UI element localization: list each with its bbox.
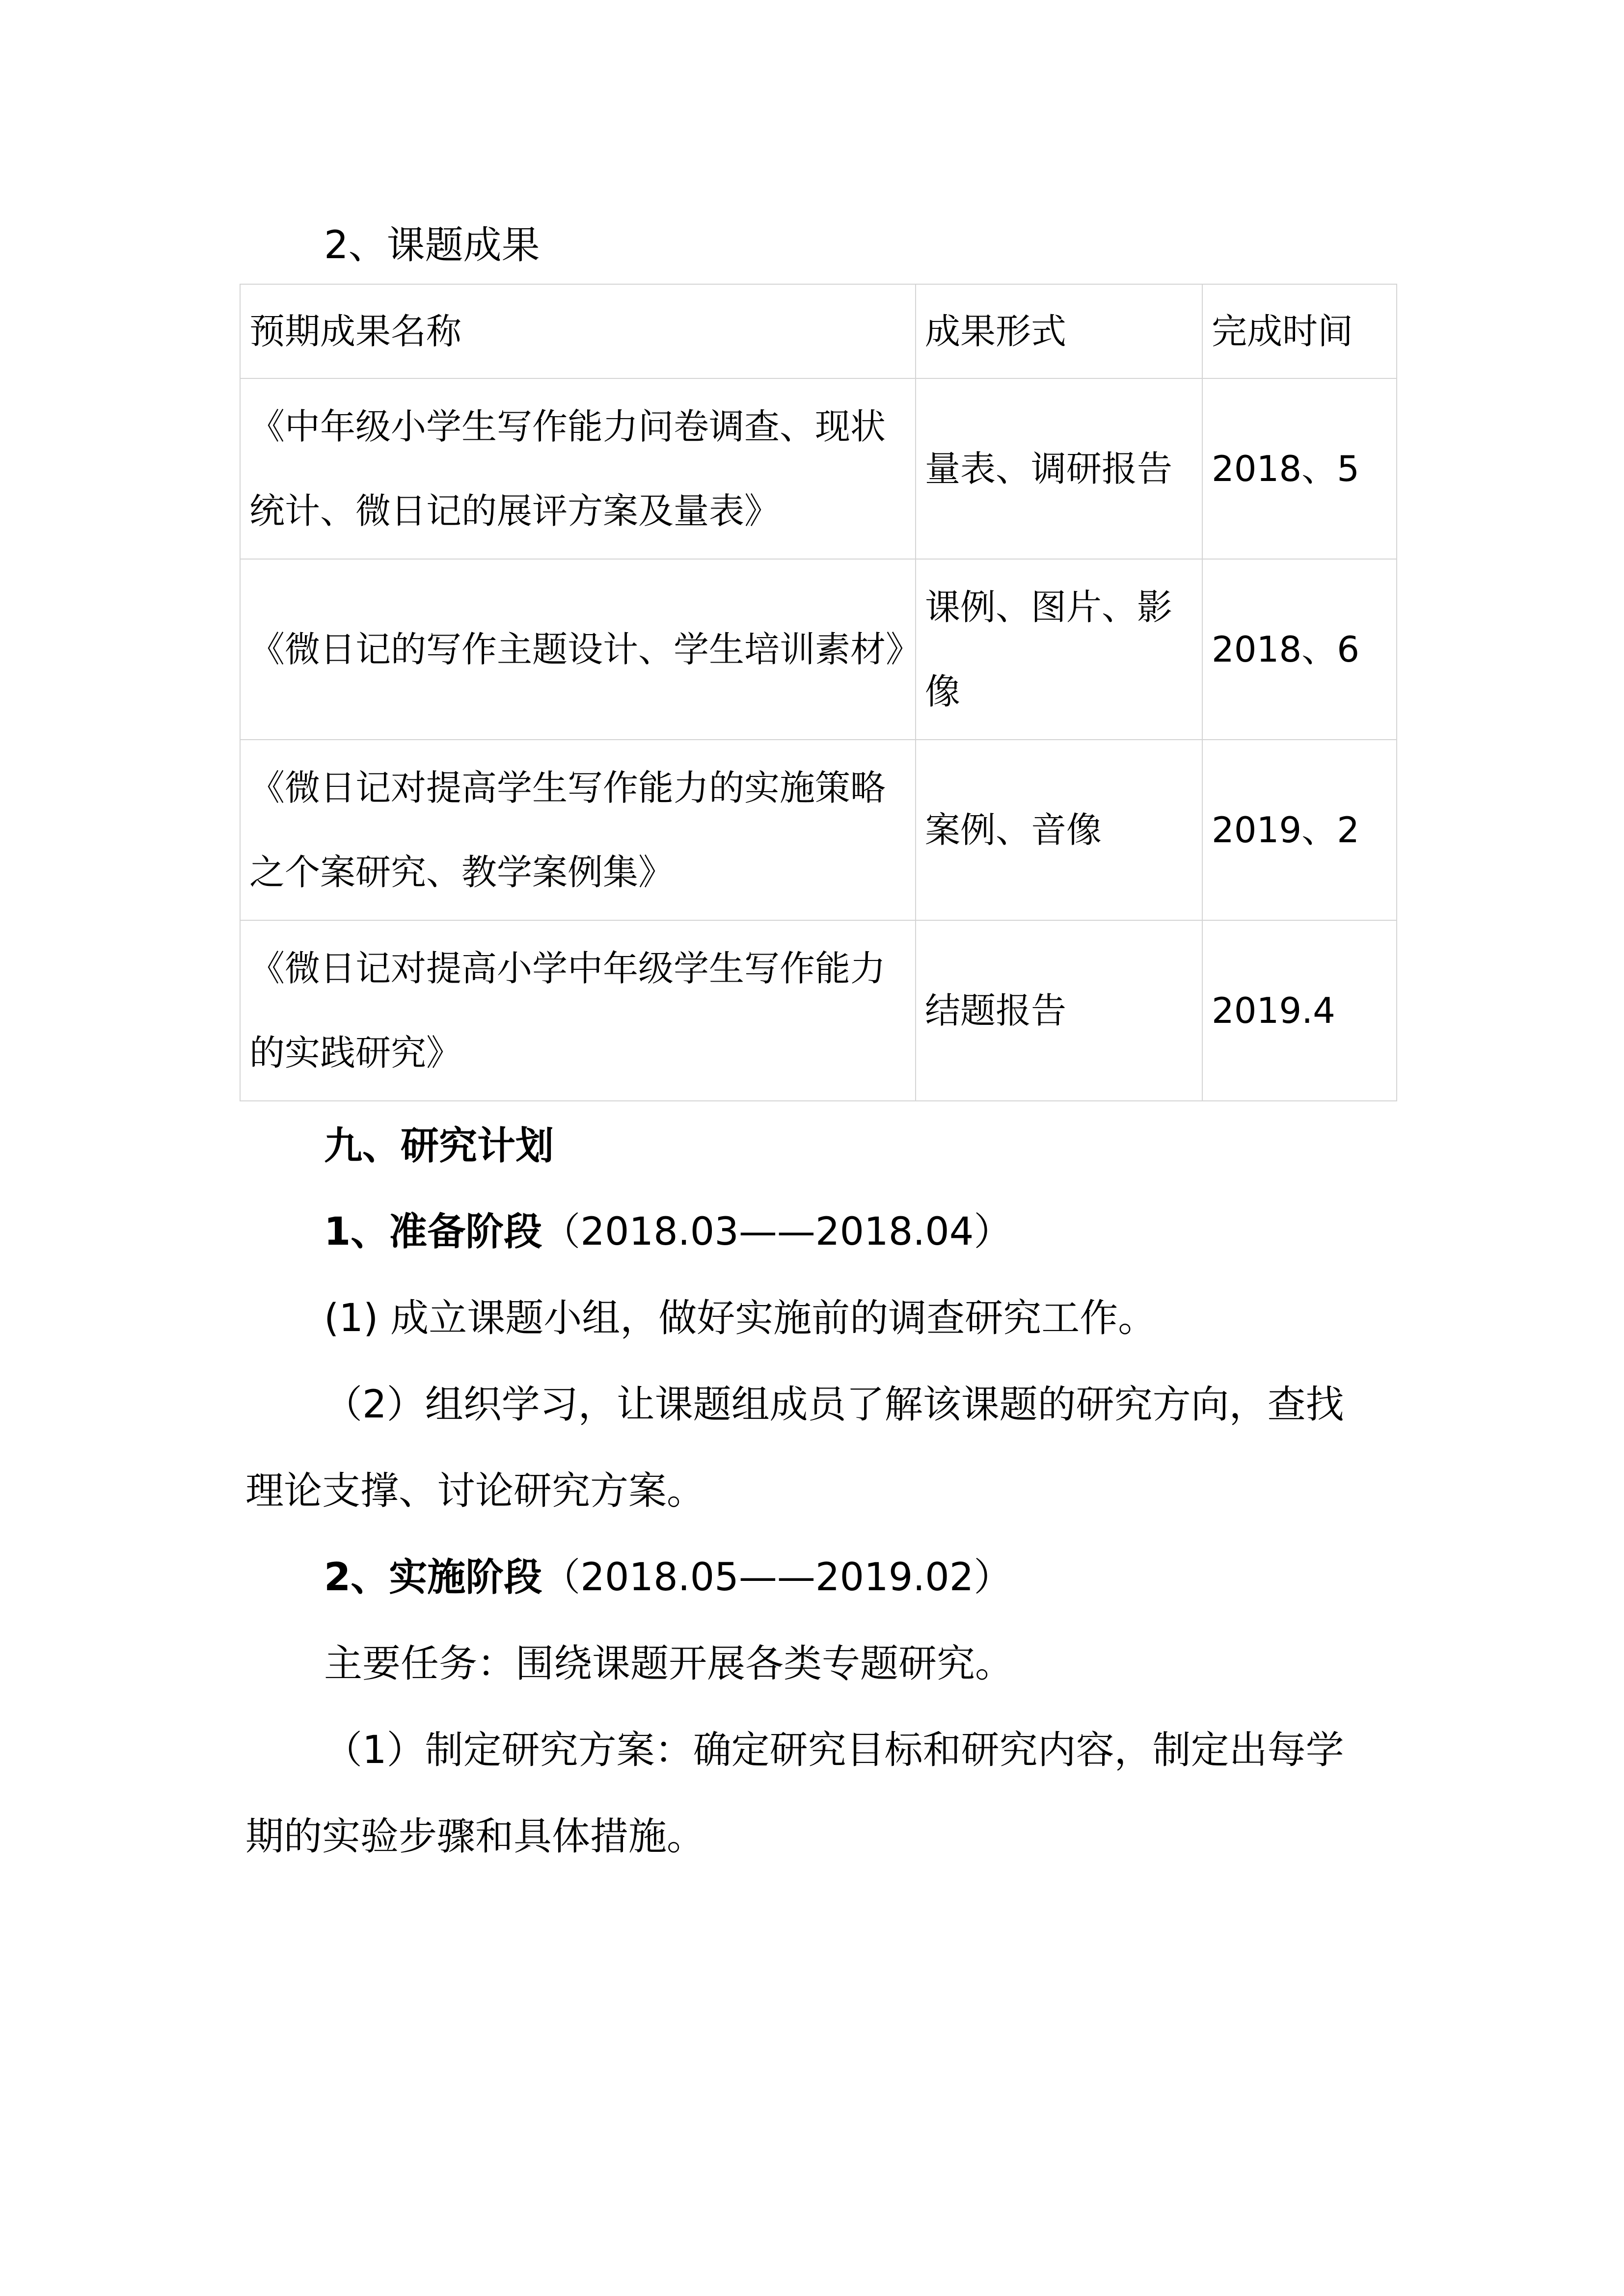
stage1-line bbox=[324, 1207, 1012, 1256]
stage1-period: （2018.03——2018.04） bbox=[542, 1210, 1012, 1254]
result-form-cell: 结题报告 bbox=[916, 920, 1202, 1101]
stage1-title: 1、准备阶段 bbox=[324, 1210, 542, 1254]
result-time-cell: 2018、6 bbox=[1202, 559, 1397, 740]
header-cell-time: 完成时间 bbox=[1202, 284, 1397, 378]
stage1-item-1: (1) 成立课题小组，做好实施前的调查研究工作。 bbox=[324, 1296, 1157, 1340]
stage2-period: （2018.05——2019.02） bbox=[542, 1555, 1012, 1600]
plan-heading: 九、研究计划 bbox=[324, 1124, 554, 1168]
result-name-cell: 《微日记对提高小学中年级学生写作能力的实践研究》 bbox=[240, 920, 916, 1101]
table-row bbox=[240, 740, 1397, 920]
results-heading: 2、课题成果 bbox=[324, 223, 540, 267]
header-cell-form: 成果形式 bbox=[916, 284, 1202, 378]
result-time-cell: 2018、5 bbox=[1202, 378, 1397, 559]
results-table bbox=[240, 284, 1397, 1101]
result-form-cell: 案例、音像 bbox=[916, 740, 1202, 920]
stage2-line bbox=[324, 1553, 1012, 1602]
result-time-cell: 2019、2 bbox=[1202, 740, 1397, 920]
table-row bbox=[240, 378, 1397, 559]
result-name-cell: 《微日记对提高学生写作能力的实施策略之个案研究、教学案例集》 bbox=[240, 740, 916, 920]
header-cell-name: 预期成果名称 bbox=[240, 284, 916, 378]
table-row bbox=[240, 559, 1397, 740]
result-name-cell: 《中年级小学生写作能力问卷调查、现状统计、微日记的展评方案及量表》 bbox=[240, 378, 916, 559]
result-form-cell: 课例、图片、影像 bbox=[916, 559, 1202, 740]
stage1-item-2: （2）组织学习，让课题组成员了解该课题的研究方向，查找 bbox=[324, 1383, 1344, 1427]
table-row bbox=[240, 920, 1397, 1101]
table-header-row bbox=[240, 284, 1397, 378]
result-form-cell: 量表、调研报告 bbox=[916, 378, 1202, 559]
stage2-item-1: （1）制定研究方案：确定研究目标和研究内容，制定出每学 bbox=[324, 1728, 1344, 1772]
result-name-cell: 《微日记的写作主题设计、学生培训素材》 bbox=[240, 559, 916, 740]
stage2-title: 2、实施阶段 bbox=[324, 1555, 542, 1600]
result-time-cell: 2019.4 bbox=[1202, 920, 1397, 1101]
stage2-task: 主要任务：围绕课题开展各类专题研究。 bbox=[324, 1642, 1014, 1686]
stage2-item-1-cont: 期的实验步骤和具体措施。 bbox=[245, 1815, 705, 1859]
stage1-item-2-cont: 理论支撑、讨论研究方案。 bbox=[245, 1469, 705, 1513]
